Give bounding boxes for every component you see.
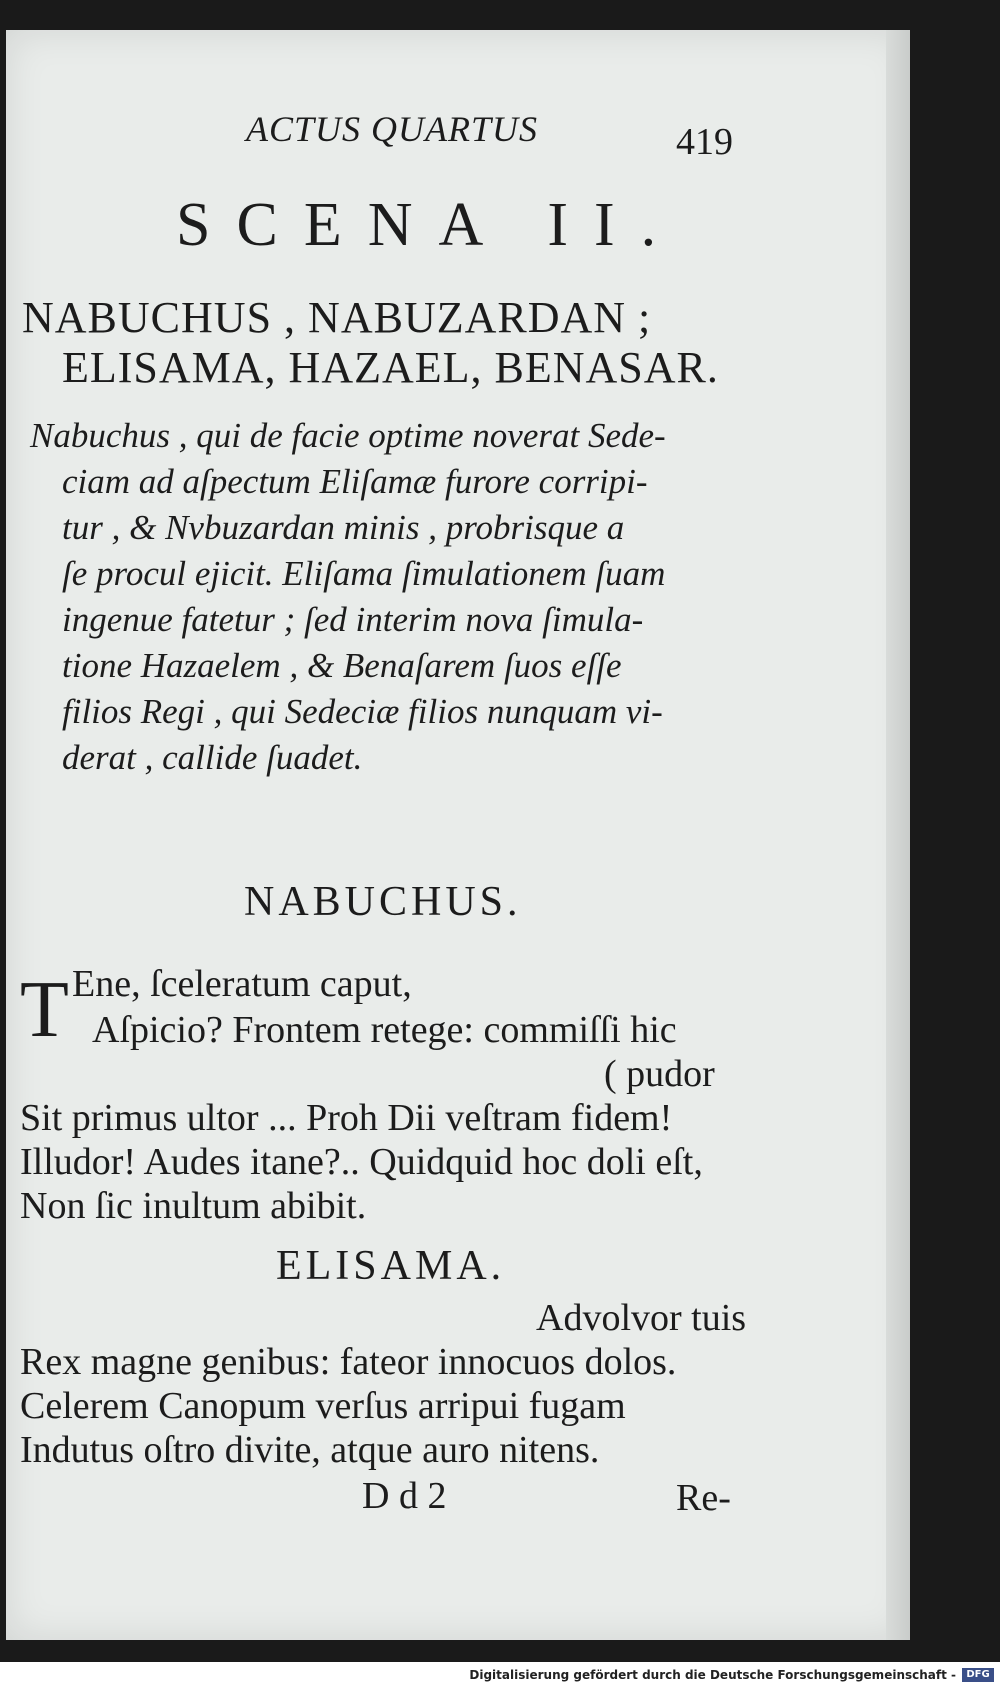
- page-edge: [886, 30, 910, 1640]
- argument-line: ſe procul ejicit. Eliſama ſimulationem ſuam: [62, 554, 666, 593]
- argument-line: filios Regi , qui Sedeciæ filios nunquam vi-: [62, 692, 663, 731]
- verse-line: Rex magne genibus: fateor innocuos dolos.: [20, 1341, 677, 1383]
- scene-title: SCENA II.: [176, 191, 683, 259]
- argument-line: Nabuchus , qui de facie optime noverat Sede-: [30, 416, 666, 455]
- cast-line-2: ELISAMA, HAZAEL, BENASAR.: [62, 343, 719, 392]
- footer-credit: Digitalisierung gefördert durch die Deutsche Forschungsgemeinschaft -: [469, 1668, 956, 1682]
- verse-line: Sit primus ultor ... Proh Dii veſtram fidem!: [20, 1097, 673, 1139]
- signature-mark: D d 2: [362, 1475, 447, 1517]
- digitization-footer: [0, 1662, 1000, 1690]
- verse-line: Non ſic inultum abibit.: [20, 1185, 367, 1227]
- cast-line-1: NABUCHUS , NABUZARDAN ;: [22, 293, 652, 342]
- dfg-logo-icon: DFG: [962, 1668, 994, 1682]
- argument-line: ingenue fatetur ; ſed interim nova ſimula-: [62, 600, 644, 639]
- argument-line: tur , & Nvbuzardan minis , probrisque a: [62, 508, 625, 547]
- drop-cap: T: [20, 966, 69, 1054]
- verse-line: Advolvor tuis: [536, 1297, 747, 1339]
- verse-line: Ene, ſceleratum caput,: [72, 963, 412, 1005]
- verse-line: ( pudor: [604, 1053, 715, 1095]
- running-head: ACTUS QUARTUS: [246, 109, 539, 149]
- catchword: Re-: [676, 1477, 731, 1519]
- book-page: [6, 30, 910, 1640]
- page-number: 419: [676, 121, 733, 163]
- verse-line: Celerem Canopum verſus arripui fugam: [20, 1385, 626, 1427]
- verse-line: Aſpicio? Frontem retege: commiſſi hic: [92, 1009, 677, 1051]
- speaker-name: ELISAMA.: [276, 1243, 506, 1289]
- verse-line: Indutus oſtro divite, atque auro nitens.: [20, 1429, 600, 1471]
- verse-line: Illudor! Audes itane?.. Quidquid hoc doli eſt,: [20, 1141, 703, 1183]
- speaker-name: NABUCHUS.: [244, 879, 522, 925]
- argument-line: tione Hazaelem , & Benaſarem ſuos eſſe: [62, 646, 622, 685]
- argument-line: ciam ad aſpectum Eliſamæ furore corripi-: [62, 462, 648, 501]
- argument-line: derat , callide ſuadet.: [62, 738, 363, 777]
